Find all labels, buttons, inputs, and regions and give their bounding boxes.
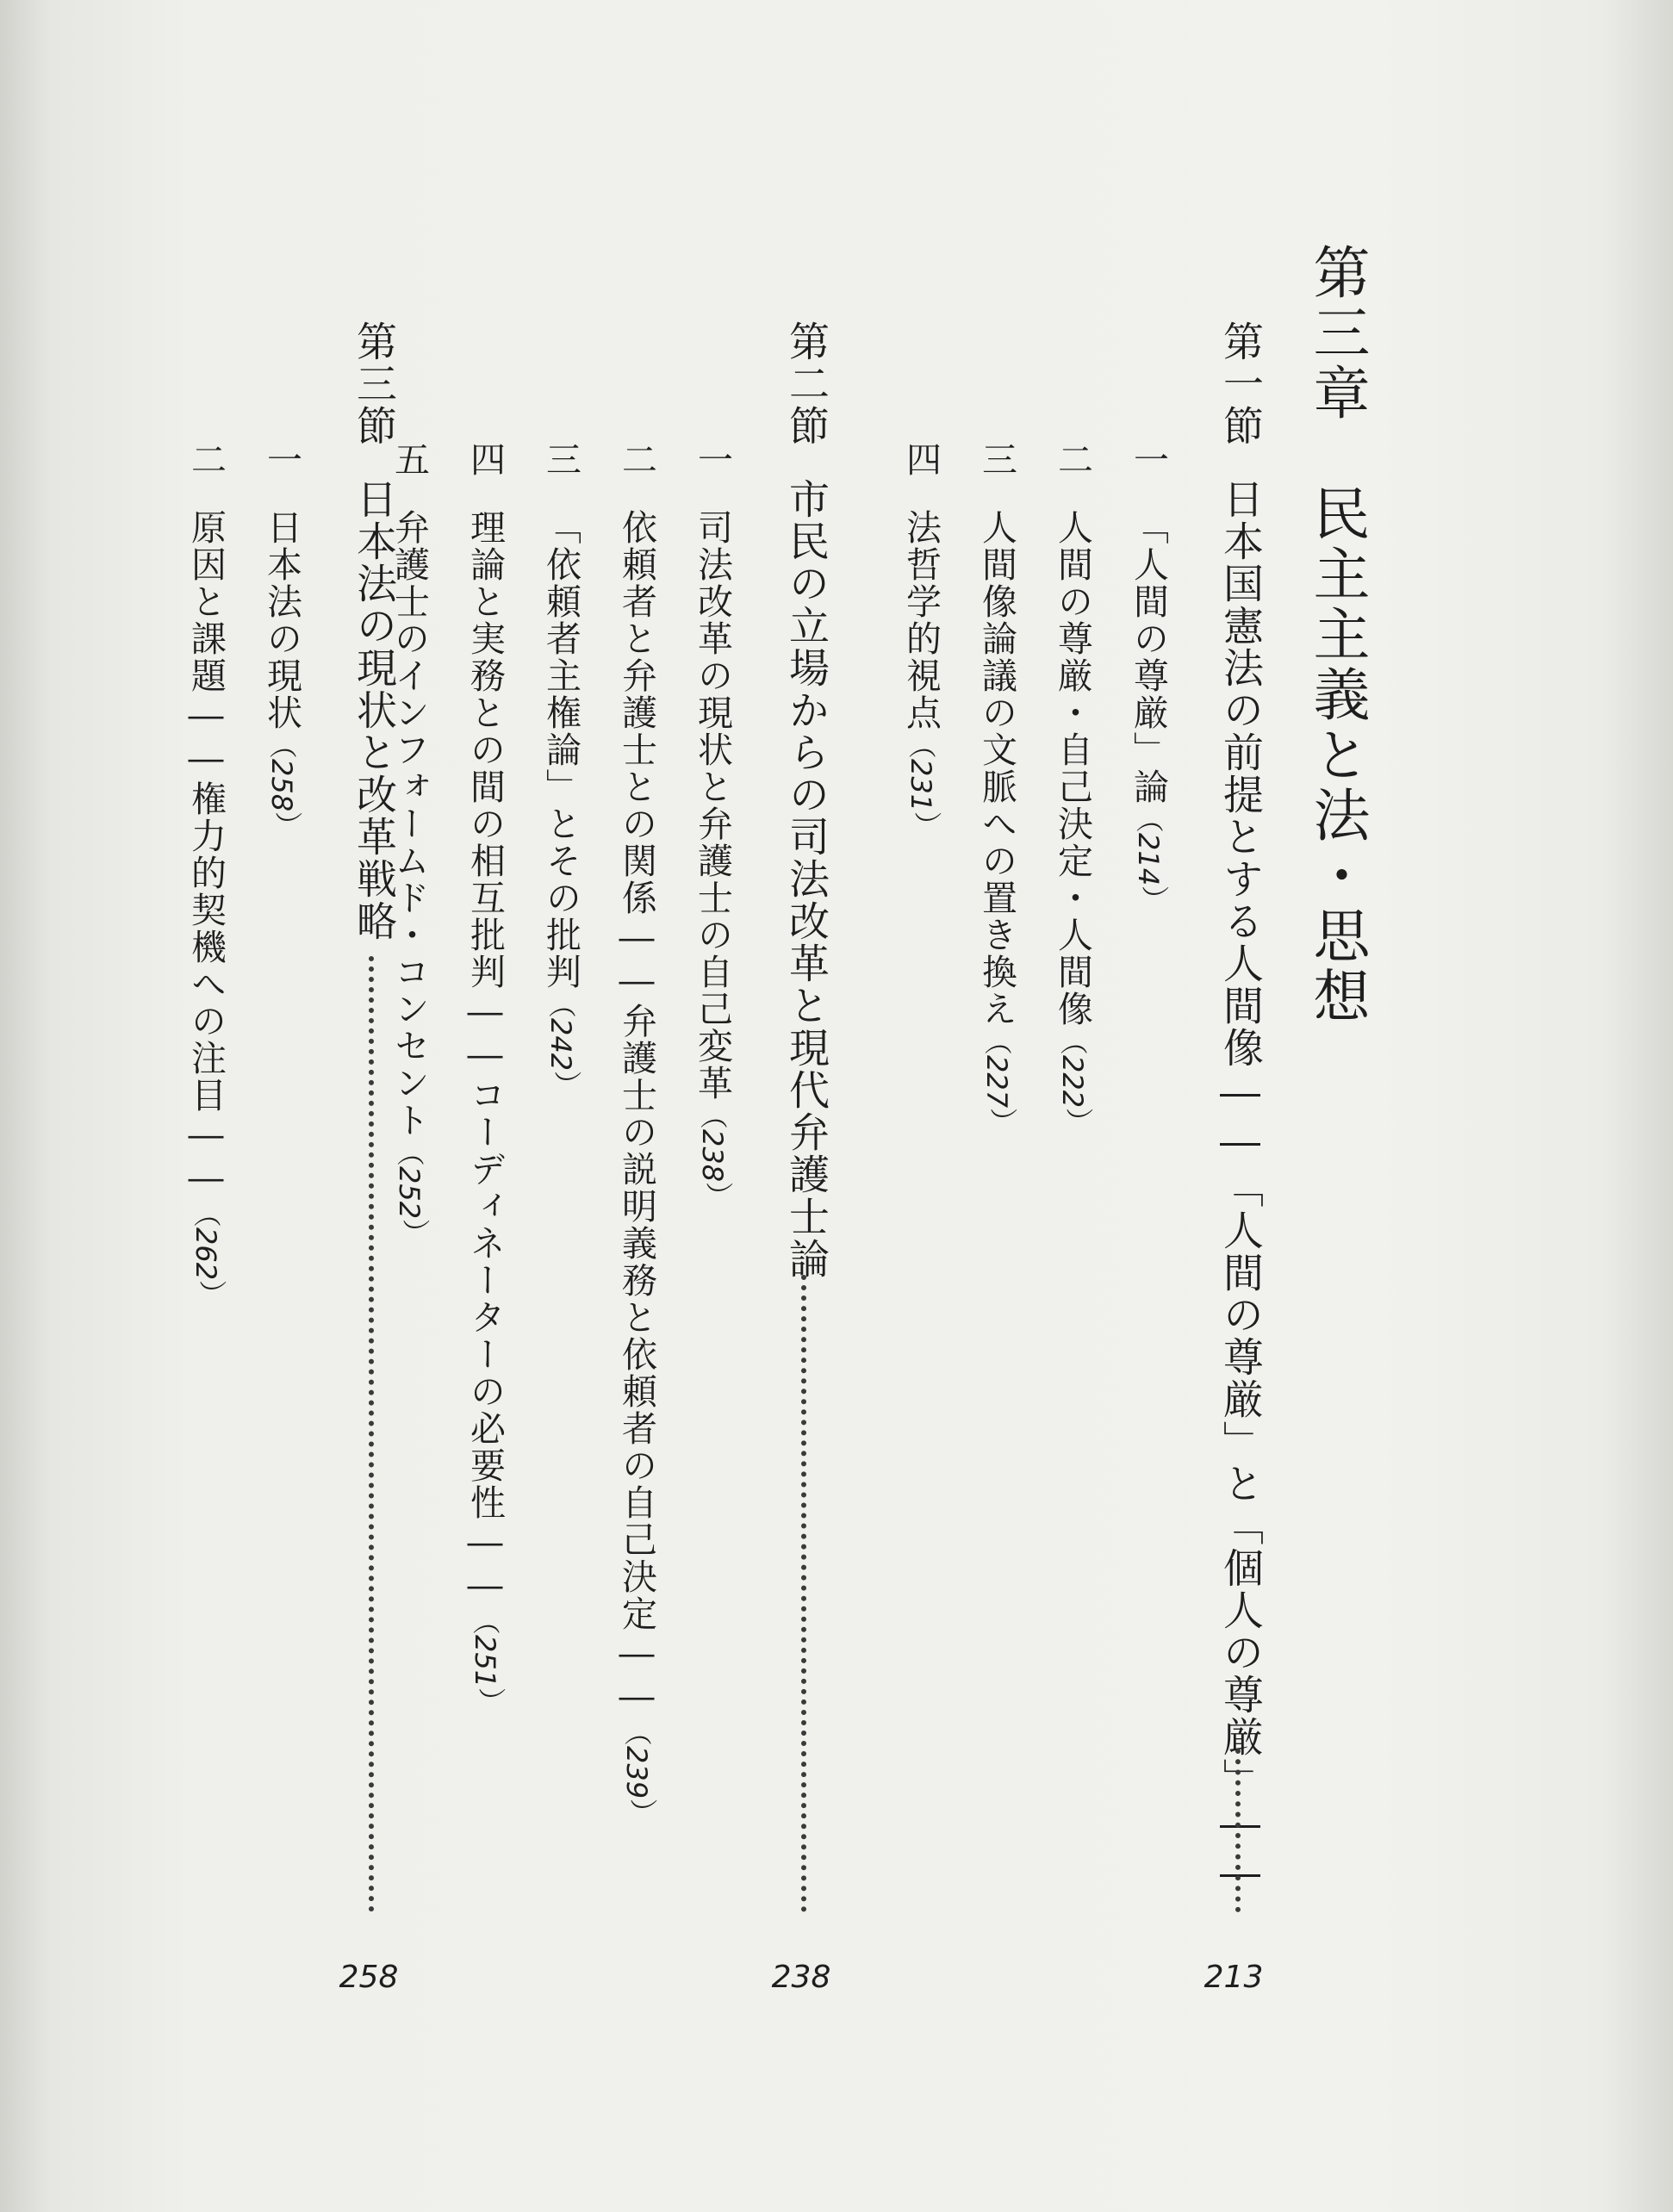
section-1-item-4: 四法哲学的視点（231） xyxy=(900,441,942,840)
section-1-heading: 第一節日本国憲法の前提とする人間像――「人間の尊厳」と「個人の尊厳」―― xyxy=(1216,320,1264,1898)
section-2-item-3: 三「依頼者主権論」とその批判（242） xyxy=(540,441,582,1099)
section-2-leader xyxy=(801,1275,806,1912)
section-2-heading: 第二節市民の立場からの司法改革と現代弁護士論 xyxy=(782,320,830,1280)
section-1-leader xyxy=(1235,1749,1241,1912)
section-3-leader xyxy=(369,956,374,1912)
chapter-title: 第三章 民主主義と法・思想 xyxy=(1303,243,1370,1027)
section-3-item-2: 二原因と課題――権力的契機への注目――（262） xyxy=(185,441,227,1308)
section-2-page: 238 xyxy=(771,1960,831,1995)
section-1-page: 213 xyxy=(1203,1960,1264,1995)
section-3-page: 258 xyxy=(339,1960,399,1995)
section-2-item-4: 四理論と実務との間の相互批判――コーディネーターの必要性――（251） xyxy=(464,441,506,1716)
section-2-item-2: 二依頼者と弁護士との関係――弁護士の説明義務と依頼者の自己決定――（239） xyxy=(616,441,657,1827)
section-1-item-1: 一「人間の尊厳」論（214） xyxy=(1128,441,1169,914)
section-3-item-1: 一日本法の現状（258） xyxy=(261,441,302,840)
section-1-item-3: 三人間像論議の文脈への置き換え（227） xyxy=(976,441,1017,1136)
section-3-heading: 第三節日本法の現状と改革戦略 xyxy=(350,320,397,942)
section-2-item-1: 一司法改革の現状と弁護士の自己変革（238） xyxy=(692,441,733,1210)
section-1-item-2: 二人間の尊厳・自己決定・人間像（222） xyxy=(1052,441,1093,1136)
section-2-item-5: 五弁護士のインフォームド・コンセント（252） xyxy=(389,441,430,1247)
